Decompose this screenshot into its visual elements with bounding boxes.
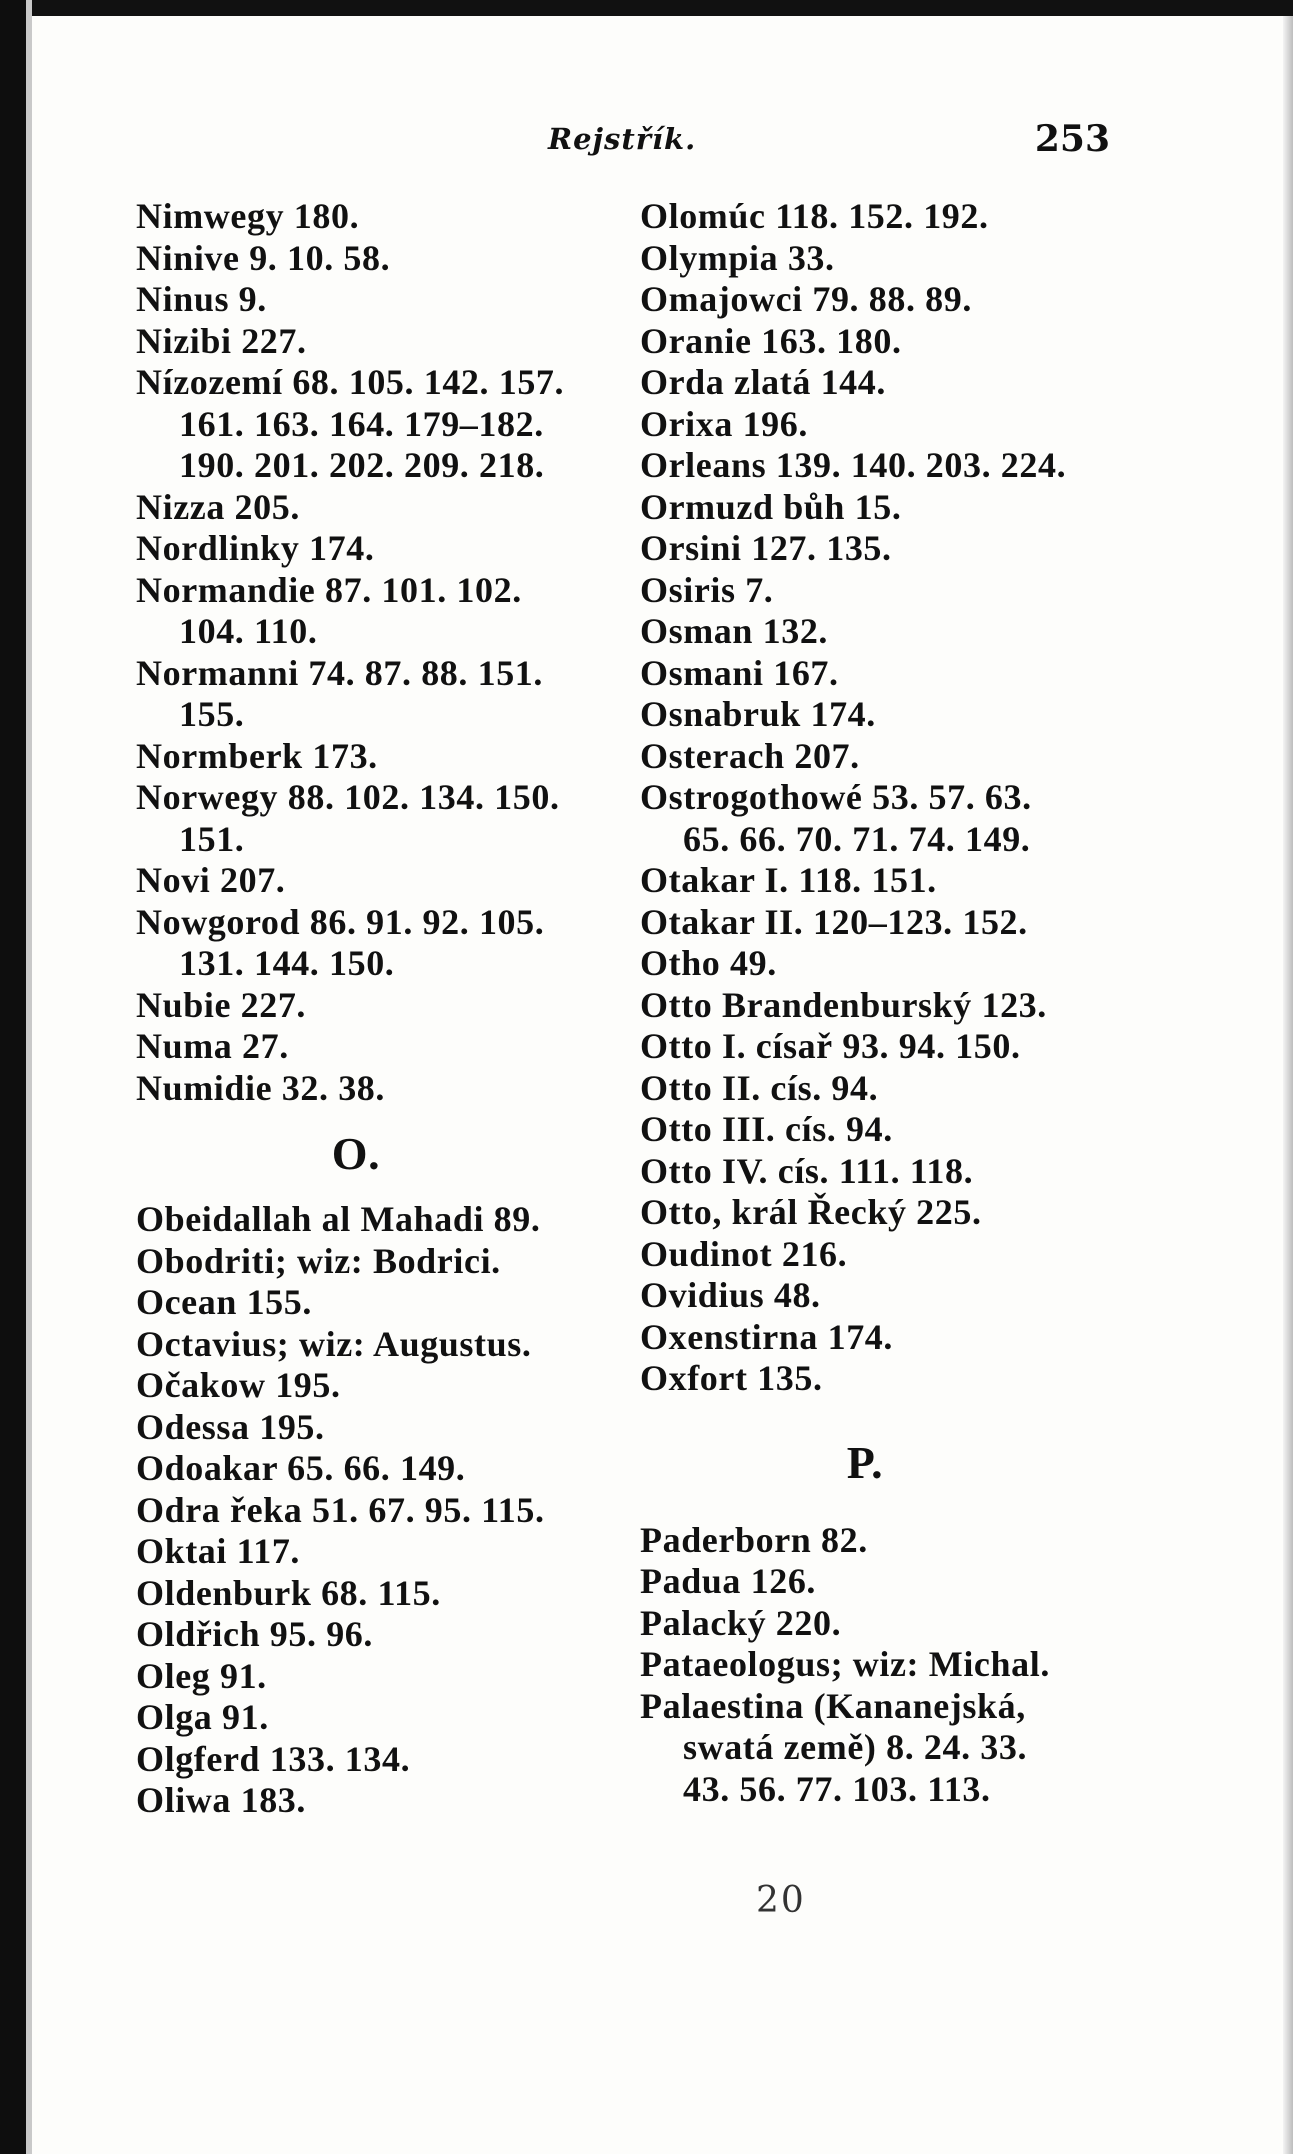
- index-entry: Padua 126.: [640, 1561, 817, 1601]
- index-entry: Nizibi 227.: [136, 320, 307, 361]
- index-entry: Osnabruk 174.: [640, 694, 876, 734]
- index-entry: Odessa 195.: [136, 1406, 325, 1447]
- index-entry: Osiris 7.: [640, 569, 774, 610]
- index-entry: Oxenstirna 174.: [640, 1316, 894, 1357]
- index-entry: Paderborn 82.: [640, 1519, 868, 1560]
- index-entry: Palacký 220.: [640, 1602, 842, 1643]
- index-entry: Oxfort 135.: [640, 1358, 823, 1398]
- index-entry: Norwegy 88. 102. 134. 150.: [136, 777, 560, 817]
- index-column-right: [640, 196, 1130, 1810]
- index-entry: Oleg 91.: [136, 1655, 267, 1696]
- index-entry: Otto Brandenburský 123.: [640, 984, 1047, 1025]
- index-entry: Nowgorod 86. 91. 92. 105.: [136, 901, 545, 942]
- index-entry-continuation: 104. 110.: [179, 611, 318, 651]
- index-entry: Ocean 155.: [136, 1282, 312, 1322]
- index-entry: Otakar II. 120–123. 152.: [640, 901, 1028, 942]
- index-entry-continuation: 151.: [179, 818, 245, 859]
- index-entry: Osterach 207.: [640, 735, 860, 776]
- page-number: 253: [1034, 118, 1110, 160]
- index-column-left: [136, 196, 616, 1822]
- index-entry-continuation: 155.: [179, 694, 245, 734]
- index-entry-continuation: 161. 163. 164. 179–182.: [179, 403, 544, 444]
- index-entry: Normberk 173.: [136, 735, 378, 776]
- index-entry: Otto II. cís. 94.: [640, 1067, 879, 1108]
- index-entry: Očakow 195.: [136, 1365, 341, 1405]
- index-entry: Nubie 227.: [136, 984, 307, 1025]
- index-entry: Odoakar 65. 66. 149.: [136, 1448, 466, 1488]
- index-entry: Otto III. cís. 94.: [640, 1109, 893, 1149]
- index-entry-continuation: 43. 56. 77. 103. 113.: [683, 1768, 991, 1809]
- index-entry: Oktai 117.: [136, 1531, 301, 1571]
- index-entry: Nízozemí 68. 105. 142. 157.: [136, 362, 565, 402]
- index-entry: Otto IV. cís. 111. 118.: [640, 1150, 974, 1191]
- index-entry: Otto, král Řecký 225.: [640, 1192, 982, 1232]
- index-entry: Obeidallah al Mahadi 89.: [136, 1199, 541, 1239]
- index-entry: Palaestina (Kananejská,: [640, 1685, 1026, 1726]
- scan-edge-left: [0, 0, 26, 2154]
- index-entry: Orsini 127. 135.: [640, 528, 892, 568]
- index-entry: Otto I. císař 93. 94. 150.: [640, 1026, 1021, 1066]
- index-entry: Orleans 139. 140. 203. 224.: [640, 445, 1067, 485]
- index-entry: Oldřich 95. 96.: [136, 1614, 374, 1654]
- index-entry: Osman 132.: [640, 611, 829, 651]
- index-entry: Odra řeka 51. 67. 95. 115.: [136, 1489, 545, 1530]
- index-entry: Nizza 205.: [136, 486, 300, 527]
- index-entry: Nordlinky 174.: [136, 528, 375, 568]
- index-entry: Ninive 9. 10. 58.: [136, 237, 391, 278]
- index-entry: Orixa 196.: [640, 403, 808, 444]
- index-entry: Otho 49.: [640, 943, 777, 983]
- index-entry-continuation: 131. 144. 150.: [179, 943, 395, 983]
- index-entry: Osmani 167.: [640, 652, 839, 693]
- index-entry: Olgferd 133. 134.: [136, 1738, 411, 1779]
- index-entry: Ostrogothowé 53. 57. 63.: [640, 777, 1032, 817]
- index-entry: Olga 91.: [136, 1697, 269, 1737]
- index-entry: Nimwegy 180.: [136, 196, 360, 236]
- index-entry: Oldenburk 68. 115.: [136, 1572, 441, 1613]
- index-entry: Normandie 87. 101. 102.: [136, 569, 522, 610]
- scan-edge-top: [0, 0, 1293, 16]
- index-entry: Ninus 9.: [136, 279, 267, 319]
- index-entry: Oliwa 183.: [136, 1780, 307, 1820]
- index-entry: Oranie 163. 180.: [640, 320, 902, 361]
- index-entry: Olympia 33.: [640, 237, 835, 278]
- section-heading-p: P.: [846, 1436, 884, 1488]
- index-entry: Obodriti; wiz: Bodrici.: [136, 1240, 501, 1281]
- index-entry: Normanni 74. 87. 88. 151.: [136, 652, 544, 693]
- index-entry: Novi 207.: [136, 860, 286, 900]
- index-entry: Olomúc 118. 152. 192.: [640, 196, 989, 236]
- signature-mark: 20: [756, 1880, 806, 1921]
- index-entry: Octavius; wiz: Augustus.: [136, 1323, 532, 1364]
- index-entry: Numa 27.: [136, 1026, 289, 1066]
- index-entry: Otakar I. 118. 151.: [640, 860, 937, 900]
- section-heading-o: O.: [331, 1128, 381, 1179]
- index-entry-continuation: 190. 201. 202. 209. 218.: [179, 445, 545, 485]
- index-entry: Pataeologus; wiz: Michal.: [640, 1644, 1050, 1684]
- index-entry: Oudinot 216.: [640, 1233, 848, 1274]
- index-entry: Ovidius 48.: [640, 1275, 821, 1315]
- index-entry-continuation: 65. 66. 70. 71. 74. 149.: [683, 818, 1031, 859]
- scan-edge-left-inner: [26, 0, 32, 2154]
- running-title: Rejstřík.: [548, 122, 697, 156]
- index-entry: Numidie 32. 38.: [136, 1067, 386, 1108]
- index-entry: Orda zlatá 144.: [640, 362, 886, 402]
- index-entry: Omajowci 79. 88. 89.: [640, 279, 972, 319]
- scan-edge-right: [1283, 16, 1293, 2154]
- index-entry-continuation: swatá země) 8. 24. 33.: [683, 1727, 1028, 1767]
- index-entry: Ormuzd bůh 15.: [640, 486, 902, 527]
